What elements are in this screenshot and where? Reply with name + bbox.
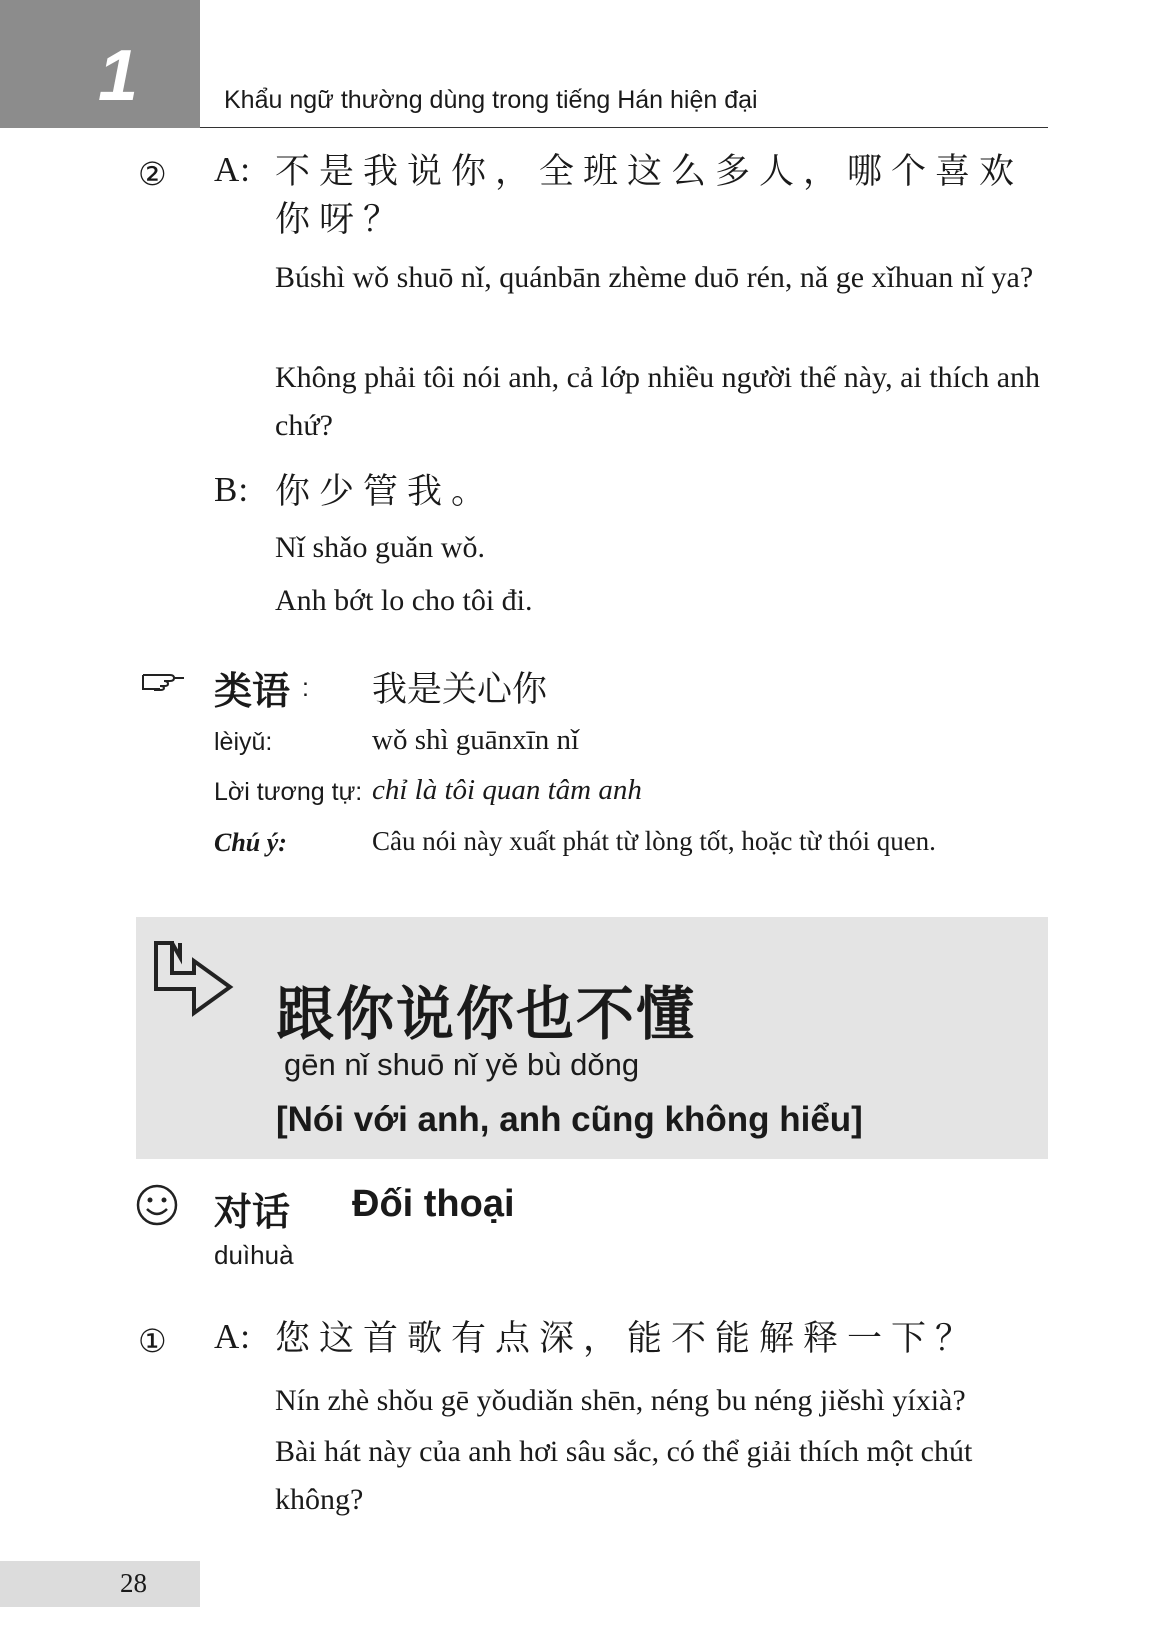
example-2-marker: ② — [138, 155, 167, 193]
smiley-icon — [135, 1183, 179, 1227]
speaker-a-label: A: — [214, 150, 251, 189]
note-text: Câu nói này xuất phát từ lòng tốt, hoặc từ thói quen. — [372, 826, 936, 856]
example-1-marker: ① — [138, 1322, 167, 1360]
similar-label-pinyin: lèiyǔ: — [214, 728, 273, 756]
note-label: Chú ý: — [214, 828, 287, 857]
running-header-title: Khẩu ngữ thường dùng trong tiếng Hán hiện đại — [224, 86, 758, 114]
similar-phrase-pinyin: wǒ shì guānxīn nǐ — [372, 724, 580, 756]
pointing-hand-icon — [140, 665, 188, 695]
dialogue-title-vietnamese: Đối thoại — [352, 1183, 515, 1225]
phrase-chinese: 跟你说你也不懂 — [276, 980, 697, 1048]
speaker-b-label: B: — [214, 470, 250, 509]
example-2-a-pinyin: Búshì wǒ shuō nǐ, quánbān zhème duō rén, nǎ ge xǐhuan nǐ ya? — [275, 261, 1034, 294]
dialogue-title-pinyin: duìhuà — [214, 1240, 294, 1270]
example-2-b-chinese: 你少管我。 — [275, 472, 496, 512]
phrase-vietnamese: [Nói với anh, anh cũng không hiểu] — [276, 1100, 863, 1139]
page-number: 28 — [120, 1568, 147, 1598]
similar-label-colon: : — [302, 674, 309, 702]
similar-phrase-chinese: 我是关心你 — [372, 670, 548, 710]
similar-label-vietnamese: Lời tương tự: — [214, 778, 363, 806]
chapter-number: 1 — [98, 36, 139, 116]
page-number-box — [0, 1561, 200, 1607]
double-arrow-icon — [150, 939, 234, 1039]
example-1-a-pinyin: Nín zhè shǒu gē yǒudiǎn shēn, néng bu néng jiěshì yíxià? — [275, 1384, 966, 1417]
example-2-a-vietnamese: Không phải tôi nói anh, cả lớp nhiều người thế này, ai thích anh chứ? — [275, 361, 1041, 442]
similar-phrase-vietnamese: chỉ là tôi quan tâm anh — [372, 774, 642, 806]
dialogue-title-chinese: 对话 — [214, 1190, 291, 1234]
example-2-b-pinyin: Nǐ shǎo guǎn wǒ. — [275, 531, 485, 564]
phrase-pinyin: gēn nǐ shuō nǐ yě bù dǒng — [284, 1047, 640, 1082]
example-1-a-chinese: 您这首歌有点深，能不能解释一下？ — [275, 1319, 980, 1359]
example-2-a-chinese: 不是我说你，全班这么多人，哪个喜欢你呀？ — [275, 152, 1024, 240]
example-1-a-vietnamese: Bài hát này của anh hơi sâu sắc, có thể giải thích một chút không? — [275, 1435, 973, 1516]
header-rule — [200, 127, 1048, 128]
example-2-b-vietnamese: Anh bớt lo cho tôi đi. — [275, 584, 533, 617]
phrase-card — [136, 917, 1048, 1159]
similar-label-chinese: 类语 — [214, 669, 291, 713]
speaker-a-label: A: — [214, 1317, 251, 1356]
